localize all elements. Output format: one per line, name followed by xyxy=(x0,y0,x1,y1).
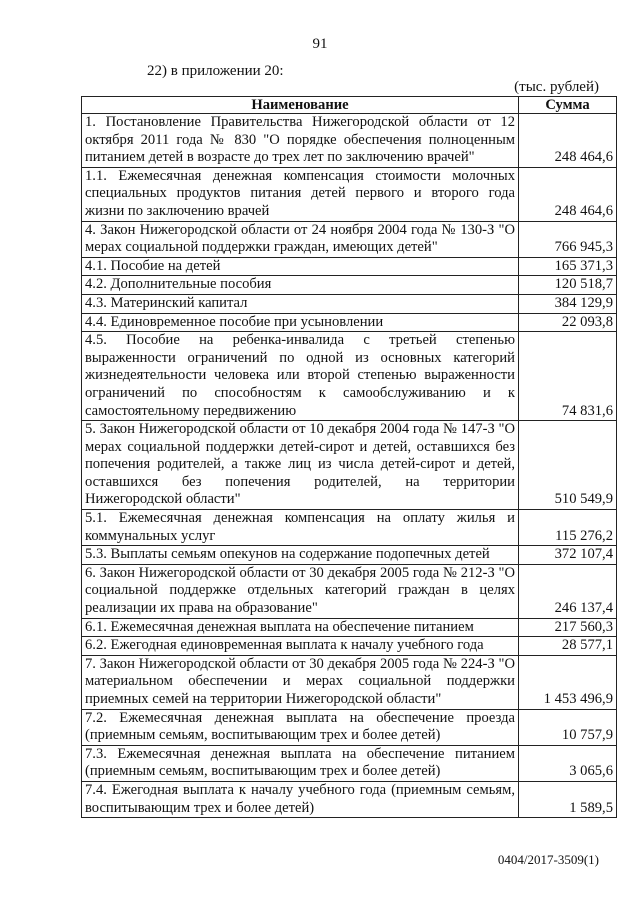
row-name: 7.2. Ежемесячная денежная выплата на обеспечение проезда (приемным семьям, воспитывающим трех и более детей) xyxy=(82,709,519,745)
row-name: 6.1. Ежемесячная денежная выплата на обеспечение питанием xyxy=(82,618,519,637)
table-row xyxy=(82,294,617,313)
row-name: 6.2. Ежегодная единовременная выплата к началу учебного года xyxy=(82,637,519,656)
table-row xyxy=(82,655,617,709)
row-name: 5.3. Выплаты семьям опекунов на содержание подопечных детей xyxy=(82,546,519,565)
row-name: 4.3. Материнский капитал xyxy=(82,294,519,313)
row-name: 7.4. Ежегодная выплата к началу учебного года (приемным семьям, воспитывающим трех и более детей) xyxy=(82,781,519,817)
row-name: 5. Закон Нижегородской области от 10 декабря 2004 года № 147-З "О мерах социальной поддержки детей-сирот и детей, оставшихся без попечения родителей, а также лиц из числа детей-сирот и детей, оставшихся без попечения родителей, на территории Нижегородской области" xyxy=(82,421,519,510)
row-sum: 384 129,9 xyxy=(519,294,617,313)
table-row xyxy=(82,709,617,745)
row-sum: 3 065,6 xyxy=(519,745,617,781)
row-name: 4.5. Пособие на ребенка-инвалида с третьей степенью выраженности ограничений по одной из основных категорий жизнедеятельности человека или второй степенью выраженности ограничений по способностям к самообслуживанию и к самостоятельному передвижению xyxy=(82,332,519,421)
section-intro: 22) в приложении 20: xyxy=(147,63,284,79)
table-row xyxy=(82,421,617,510)
table-row xyxy=(82,618,617,637)
table-body xyxy=(82,114,617,818)
table-row xyxy=(82,257,617,276)
row-sum: 248 464,6 xyxy=(519,114,617,168)
row-sum: 74 831,6 xyxy=(519,332,617,421)
row-sum: 28 577,1 xyxy=(519,637,617,656)
table-row xyxy=(82,313,617,332)
table-row xyxy=(82,510,617,546)
row-name: 4. Закон Нижегородской области от 24 ноября 2004 года № 130-З "О мерах социальной поддержки граждан, имеющих детей" xyxy=(82,221,519,257)
row-name: 4.2. Дополнительные пособия xyxy=(82,276,519,295)
table-row xyxy=(82,332,617,421)
row-name: 5.1. Ежемесячная денежная компенсация на оплату жилья и коммунальных услуг xyxy=(82,510,519,546)
units-label: (тыс. рублей) xyxy=(514,79,599,95)
row-name: 7.3. Ежемесячная денежная выплата на обеспечение питанием (приемным семьям, воспитывающим трех и более детей) xyxy=(82,745,519,781)
row-sum: 22 093,8 xyxy=(519,313,617,332)
table-row xyxy=(82,564,617,618)
row-sum: 248 464,6 xyxy=(519,167,617,221)
row-sum: 10 757,9 xyxy=(519,709,617,745)
table-row xyxy=(82,781,617,817)
row-name: 4.1. Пособие на детей xyxy=(82,257,519,276)
table-row xyxy=(82,276,617,295)
row-sum: 510 549,9 xyxy=(519,421,617,510)
row-sum: 165 371,3 xyxy=(519,257,617,276)
row-sum: 246 137,4 xyxy=(519,564,617,618)
document-number: 0404/2017-3509(1) xyxy=(497,852,599,867)
row-sum: 120 518,7 xyxy=(519,276,617,295)
table-row xyxy=(82,546,617,565)
row-sum: 1 453 496,9 xyxy=(519,655,617,709)
row-sum: 217 560,3 xyxy=(519,618,617,637)
page-number: 91 xyxy=(312,36,328,52)
table-header-row xyxy=(82,97,617,114)
row-name: 1.1. Ежемесячная денежная компенсация стоимости молочных специальных продуктов питания детей первого и второго года жизни по заключению врачей xyxy=(82,167,519,221)
row-name: 7. Закон Нижегородской области от 30 декабря 2005 года № 224-З "О материальном обеспечении и мерах социальной поддержки приемных семей на территории Нижегородской области" xyxy=(82,655,519,709)
row-name: 6. Закон Нижегородской области от 30 декабря 2005 года № 212-З "О социальной поддержке отдельных категорий граждан в целях реализации их права на образование" xyxy=(82,564,519,618)
row-name: 4.4. Единовременное пособие при усыновлении xyxy=(82,313,519,332)
budget-table xyxy=(81,96,617,818)
row-sum: 115 276,2 xyxy=(519,510,617,546)
row-sum: 766 945,3 xyxy=(519,221,617,257)
row-sum: 1 589,5 xyxy=(519,781,617,817)
table-row xyxy=(82,114,617,168)
row-sum: 372 107,4 xyxy=(519,546,617,565)
table-row xyxy=(82,221,617,257)
table-row xyxy=(82,167,617,221)
row-name: 1. Постановление Правительства Нижегородской области от 12 октября 2011 года № 830 "О порядке обеспечения полноценным питанием детей в возрасте до трех лет по заключению врачей" xyxy=(82,114,519,168)
header-sum: Сумма xyxy=(519,97,617,114)
table-row xyxy=(82,745,617,781)
table-row xyxy=(82,637,617,656)
header-name: Наименование xyxy=(82,97,519,114)
